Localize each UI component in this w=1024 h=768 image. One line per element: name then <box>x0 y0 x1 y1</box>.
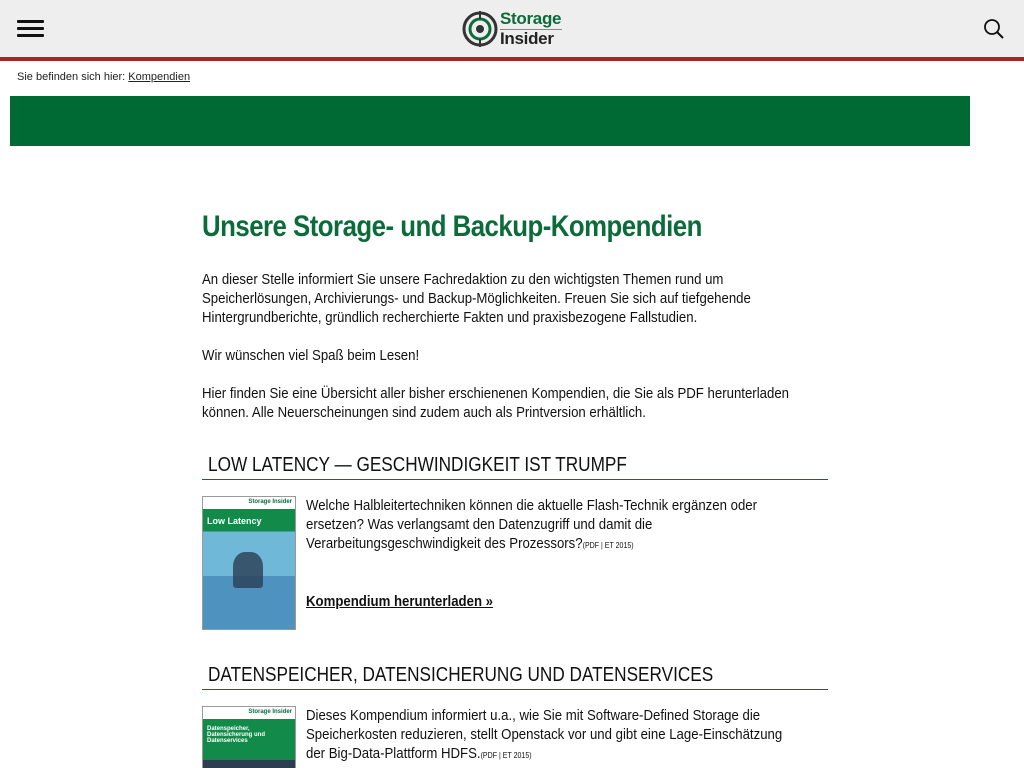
intro-paragraph: Hier finden Sie eine Übersicht aller bisher erschienenen Kompendien, die Sie als PDF herunterladen können. Alle Neuerscheinungen sind zudem auch als Printversion erhältlich. <box>202 385 790 421</box>
section-description: Welche Halbleitertechniken können die aktuelle Flash-Technik ergänzen oder ersetzen? Was verlangsamt den Datenzugriff und damit die Verarbeitungsgeschwindigkeit des Prozessors?(PDF | ET 2015) <box>306 497 758 552</box>
intro-paragraph: An dieser Stelle informiert Sie unsere Fachredaktion zu den wichtigsten Themen rund um Speicherlösungen, Archivierungs- und Backup-Möglichkeiten. Freuen Sie sich auf tiefgehende Hintergrundberichte, gründlich recherchierte Fakten und praxisbezogene Fallstudien. <box>202 271 751 326</box>
main-content <box>202 210 828 762</box>
intro-text <box>202 270 902 422</box>
site-logo[interactable] <box>462 9 566 51</box>
section-meta: (PDF | ET 2015) <box>480 751 532 760</box>
page-title: Unsere Storage- und Backup-Kompendien <box>202 210 702 243</box>
section-title: DATENSPEICHER, DATENSICHERUNG UND DATENSERVICES <box>202 662 828 690</box>
hamburger-menu-icon[interactable] <box>17 20 44 40</box>
site-header <box>0 0 1024 61</box>
logo-word-insider: Insider <box>500 29 554 48</box>
intro-paragraph: Wir wünschen viel Spaß beim Lesen! <box>202 347 420 364</box>
compendium-cover-image[interactable] <box>202 706 296 768</box>
breadcrumb-prefix: Sie befinden sich hier: <box>17 71 126 83</box>
compendium-section <box>202 662 828 762</box>
compendium-cover-image[interactable] <box>202 496 296 630</box>
green-banner <box>10 96 970 146</box>
cover-figure <box>233 552 263 588</box>
section-description: Dieses Kompendium informiert u.a., wie Sie mit Software-Defined Storage die Speicherkosten reduzieren, stellt Openstack vor und gibt eine Lage-Einschätzung der Big-Data-Plattform HDFS.(PDF | ET 2015) <box>306 707 783 762</box>
breadcrumb-link-kompendien[interactable]: Kompendien <box>128 71 191 83</box>
cover-title: Low Latency <box>207 516 262 526</box>
breadcrumb <box>17 71 190 83</box>
cover-logo: Storage Insider <box>248 709 292 715</box>
section-text <box>306 496 866 611</box>
cover-logo: Storage Insider <box>248 499 292 505</box>
logo-word-storage: Storage <box>500 9 562 28</box>
logo-target-icon <box>462 11 498 47</box>
compendium-section <box>202 452 828 610</box>
section-title: LOW LATENCY — GESCHWINDIGKEIT IST TRUMPF <box>202 452 828 480</box>
section-meta: (PDF | ET 2015) <box>582 541 634 550</box>
section-text <box>306 706 866 765</box>
cover-title: Datenspeicher, Datensicherung und Datenservices <box>207 726 266 744</box>
download-button[interactable]: Kompendium herunterladen » <box>306 593 494 610</box>
search-icon[interactable] <box>983 18 1005 40</box>
